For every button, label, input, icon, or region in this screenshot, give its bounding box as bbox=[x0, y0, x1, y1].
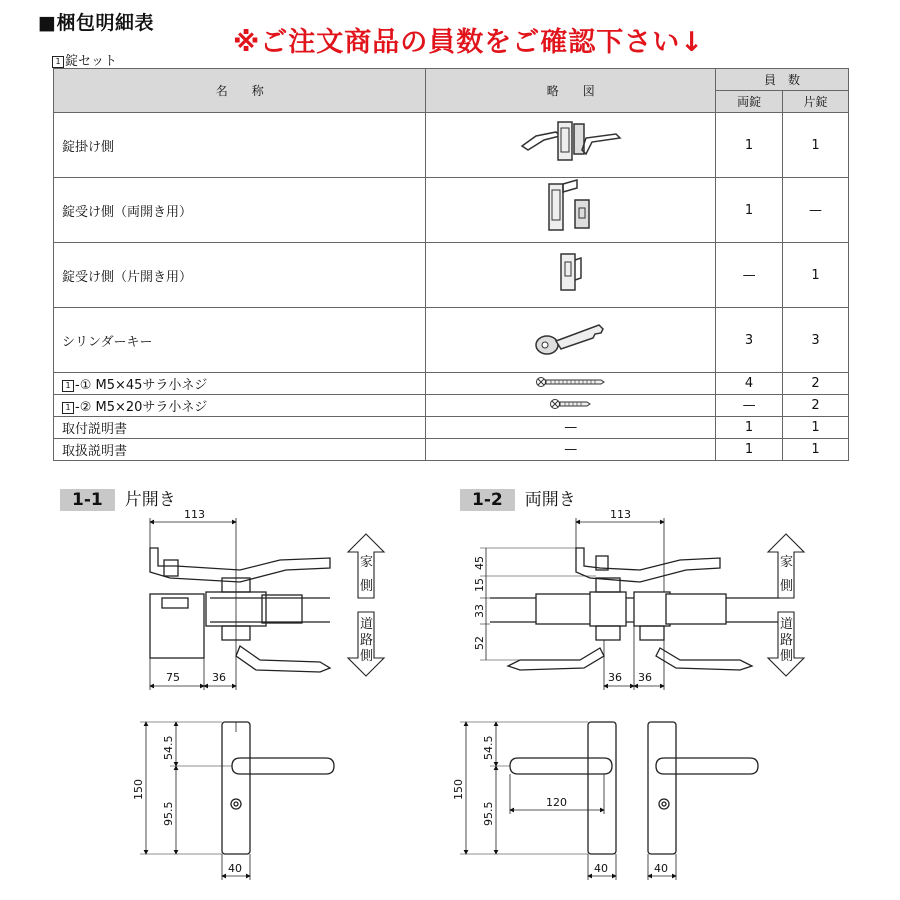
row-single: 2 bbox=[783, 373, 849, 395]
road-side-label-2: 路 bbox=[780, 633, 794, 648]
dim-54-5: 54.5 bbox=[482, 735, 495, 760]
header-double: 両錠 bbox=[716, 91, 783, 113]
row-name: 錠受け側（片開き用） bbox=[54, 243, 426, 308]
road-side-label-2: 路 bbox=[360, 633, 374, 648]
house-side-label-2: 側 bbox=[780, 579, 794, 594]
road-side-label-1: 道 bbox=[360, 617, 374, 632]
section-label: 片開き bbox=[124, 490, 176, 510]
row-double: 1 bbox=[716, 439, 783, 461]
item-number-box: 1 bbox=[62, 402, 74, 414]
dim-95-5: 95.5 bbox=[482, 801, 495, 826]
dim-150: 150 bbox=[452, 779, 465, 800]
page-title: ■梱包明細表 bbox=[38, 12, 154, 34]
header-name: 名 称 bbox=[54, 69, 426, 113]
house-side-label-1: 家 bbox=[780, 555, 794, 570]
row-single: 2 bbox=[783, 395, 849, 417]
item-number-box: 1 bbox=[62, 380, 74, 392]
dim-52: 52 bbox=[473, 636, 486, 650]
row-name: M5×20サラ小ネジ bbox=[91, 400, 208, 415]
double-door-front-view bbox=[460, 722, 758, 880]
section-label: 両開き bbox=[524, 490, 576, 510]
row-name: 取扱説明書 bbox=[54, 439, 426, 461]
row-name: 錠受け側（両開き用） bbox=[54, 178, 426, 243]
header-figure: 略 図 bbox=[426, 69, 716, 113]
dim-36: 36 bbox=[212, 671, 226, 684]
dim-45: 45 bbox=[473, 556, 486, 570]
row-double: 4 bbox=[716, 373, 783, 395]
dim-113: 113 bbox=[184, 508, 205, 521]
row-double: 1 bbox=[716, 417, 783, 439]
double-door-top-view bbox=[480, 518, 780, 690]
row-single: 1 bbox=[783, 113, 849, 178]
row-figure-text: — bbox=[426, 417, 716, 439]
row-name: 取付説明書 bbox=[54, 417, 426, 439]
section-tag: 1-2 bbox=[460, 489, 515, 511]
house-side-label-1: 家 bbox=[360, 555, 374, 570]
row-double: 1 bbox=[716, 178, 783, 243]
row-name: シリンダーキー bbox=[54, 308, 426, 373]
road-side-label-1: 道 bbox=[780, 617, 794, 632]
row-double: 3 bbox=[716, 308, 783, 373]
row-single: — bbox=[783, 178, 849, 243]
item-number-box: 1 bbox=[52, 56, 64, 68]
dim-40: 40 bbox=[654, 862, 668, 875]
row-single: 1 bbox=[783, 417, 849, 439]
dim-40: 40 bbox=[228, 862, 242, 875]
dim-40: 40 bbox=[594, 862, 608, 875]
row-single: 1 bbox=[783, 243, 849, 308]
house-side-label-2: 側 bbox=[360, 579, 374, 594]
row-figure-text: — bbox=[426, 439, 716, 461]
road-side-label-3: 側 bbox=[360, 649, 374, 664]
dim-95-5: 95.5 bbox=[162, 801, 175, 826]
row-sub-number: -① bbox=[75, 378, 92, 393]
dim-113: 113 bbox=[610, 508, 631, 521]
dim-36: 36 bbox=[608, 671, 622, 684]
dim-33: 33 bbox=[473, 604, 486, 618]
row-single: 1 bbox=[783, 439, 849, 461]
road-side-label-3: 側 bbox=[780, 649, 794, 664]
set-subtitle-text: 錠セット bbox=[65, 54, 118, 69]
row-double: — bbox=[716, 243, 783, 308]
header-quantity: 員 数 bbox=[716, 69, 849, 91]
single-door-top-view bbox=[150, 518, 330, 690]
dim-54-5: 54.5 bbox=[162, 735, 175, 760]
dim-15: 15 bbox=[473, 578, 486, 592]
dim-36: 36 bbox=[638, 671, 652, 684]
section-tag: 1-1 bbox=[60, 489, 115, 511]
row-double: — bbox=[716, 395, 783, 417]
dim-150: 150 bbox=[132, 779, 145, 800]
row-sub-number: -② bbox=[75, 400, 92, 415]
row-name: 錠掛け側 bbox=[54, 113, 426, 178]
row-double: 1 bbox=[716, 113, 783, 178]
dim-75: 75 bbox=[166, 671, 180, 684]
row-single: 3 bbox=[783, 308, 849, 373]
row-name: M5×45サラ小ネジ bbox=[91, 378, 208, 393]
order-quantity-notice: ※ご注文商品の員数をご確認下さい↓ bbox=[233, 27, 704, 58]
header-single: 片錠 bbox=[783, 91, 849, 113]
dim-120: 120 bbox=[546, 796, 567, 809]
